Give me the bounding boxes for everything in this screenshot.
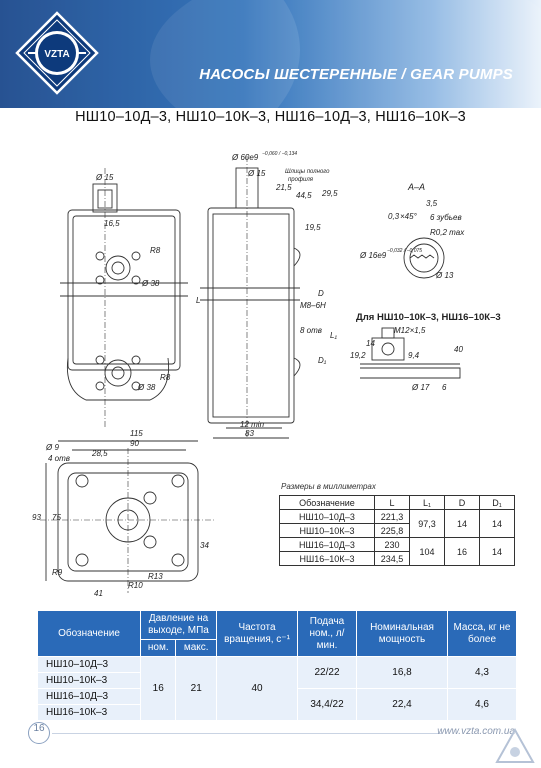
spec-flow: 22/22: [298, 657, 357, 689]
d1-label: D₁: [318, 356, 327, 365]
m8-label: М8–6Н: [300, 301, 326, 310]
r13-label: R13: [148, 572, 163, 581]
dim-35-label: 3,5: [426, 199, 438, 208]
r8-label: R8: [150, 246, 161, 255]
header-band: [0, 0, 541, 108]
dim-14-label: 14: [366, 339, 375, 348]
r9-label: R9: [52, 568, 63, 577]
dims-header: D: [445, 496, 480, 510]
spec-designation: НШ16–10Д–3: [38, 689, 141, 705]
dim-75-label: 75: [52, 513, 61, 522]
dim-83-label: 83: [245, 429, 254, 438]
dims-caption: Размеры в миллиметрах: [281, 482, 376, 491]
r02-label: R0,2 max: [430, 228, 465, 237]
dims-row: [280, 510, 515, 524]
d38-label-2: Ø 38: [138, 383, 156, 392]
spec-header-max: макс.: [176, 640, 217, 657]
front-view: [60, 168, 188, 428]
dim-195-label: 19,5: [305, 223, 321, 232]
dims-cell: НШ10–10Д–3: [280, 510, 375, 524]
models-title: НШ10–10Д–3, НШ10–10К–3, НШ16–10Д–3, НШ16–10К–3: [75, 109, 466, 125]
r8-label-2: R8: [160, 373, 171, 382]
r10-label: R10: [128, 581, 143, 590]
section-label: А–А: [408, 182, 426, 192]
spec-power: 22,4: [357, 689, 448, 721]
spec-speed: 40: [217, 657, 298, 721]
spec-header-mass: Масса, кг не более: [448, 611, 517, 657]
dims-cell: 14: [445, 510, 480, 538]
watermark-logo-icon: [495, 728, 535, 764]
dim-215-label: 21,5: [276, 183, 292, 192]
m12-label: М12×1,5: [394, 326, 426, 335]
dims-cell: НШ16–10К–3: [280, 552, 375, 566]
dim-115-label: 115: [130, 429, 143, 438]
dim-94-label: 9,4: [408, 351, 420, 360]
spec-designation: НШ10–10К–3: [38, 673, 141, 689]
dim-6-label: 6: [442, 383, 447, 392]
d-label: D: [318, 289, 324, 298]
vzta-logo: [14, 10, 100, 96]
dims-cell: 234,5: [375, 552, 410, 566]
spec-header-designation: Обозначение: [38, 611, 141, 657]
d15-label: Ø 15: [248, 169, 266, 178]
dims-header: L: [375, 496, 410, 510]
d15-top-label: Ø 15: [96, 173, 114, 182]
spec-header-power: Номинальная мощность: [357, 611, 448, 657]
spec-header-speed: Частота вращения, с⁻¹: [217, 611, 298, 657]
dim-34-label: 34: [200, 541, 209, 550]
shlitsy-label: Шлицы полного: [285, 169, 330, 175]
d60-label: Ø 60е9: [232, 153, 259, 162]
spec-pressure-max: 21: [176, 657, 217, 721]
dim-41-label: 41: [94, 589, 103, 598]
side-view: [200, 156, 300, 438]
variant-title: Для НШ10–10К–3, НШ16–10К–3: [356, 312, 501, 323]
spec-header-nominal: ном.: [141, 640, 176, 657]
d9-label: Ø 9: [46, 443, 59, 452]
d13-label: Ø 13: [436, 271, 454, 280]
dim-445-label: 44,5: [296, 191, 312, 200]
dimensions-table: [279, 495, 515, 566]
l1-label: L₁: [330, 331, 337, 340]
four-holes-label: 4 отв: [48, 454, 70, 463]
spec-flow: 34,4/22: [298, 689, 357, 721]
dim-40-label: 40: [454, 345, 463, 354]
dims-cell: 104: [410, 538, 445, 566]
page-number: 16: [28, 722, 50, 744]
logo-text: VZTA: [44, 49, 70, 60]
spec-designation: НШ16–10К–3: [38, 705, 141, 721]
dims-header: Обозначение: [280, 496, 375, 510]
flange-view: [40, 441, 215, 593]
dim-90-label: 90: [130, 439, 139, 448]
dim-192-label: 19,2: [350, 351, 366, 360]
twelve-min-label: 12 min: [240, 420, 265, 429]
dims-cell: 97,3: [410, 510, 445, 538]
d60-tol: −0,060 / −0,134: [262, 151, 298, 157]
chamfer-label: 0,3: [388, 212, 400, 221]
spec-mass: 4,3: [448, 657, 517, 689]
header-title: НАСОСЫ ШЕСТЕРЕННЫЕ / GEAR PUMPS: [199, 66, 513, 83]
chamfer-deg-label: ×45°: [400, 212, 417, 221]
spec-power: 16,8: [357, 657, 448, 689]
dims-cell: НШ10–10К–3: [280, 524, 375, 538]
spec-header-row: [38, 611, 517, 640]
dims-cell: 221,3: [375, 510, 410, 524]
dims-header: D₁: [480, 496, 515, 510]
dims-cell: 16: [445, 538, 480, 566]
d16-label: Ø 16е9: [360, 251, 387, 260]
dims-cell: 225,8: [375, 524, 410, 538]
d38-label: Ø 38: [142, 279, 160, 288]
site-url[interactable]: www.vzta.com.ua: [437, 726, 515, 737]
spec-designation: НШ10–10Д–3: [38, 657, 141, 673]
spec-header-pressure: Давление на выходе, МПа: [141, 611, 217, 640]
dims-cell: 14: [480, 538, 515, 566]
spec-pressure-nom: 16: [141, 657, 176, 721]
dims-cell: 230: [375, 538, 410, 552]
dim-285-label: 28,5: [92, 449, 108, 458]
d16-tol: −0,032 / −0,075: [387, 248, 423, 254]
dims-header-row: [280, 496, 515, 510]
dim-29-label: 29,5: [322, 189, 338, 198]
l-label: L: [196, 296, 201, 305]
dims-row: [280, 538, 515, 552]
d17-label: Ø 17: [412, 383, 430, 392]
spec-mass: 4,6: [448, 689, 517, 721]
dims-cell: 14: [480, 510, 515, 538]
dims-header: L₁: [410, 496, 445, 510]
spec-table: [37, 610, 517, 721]
dim-165-label: 16,5: [104, 219, 120, 228]
eight-deep-label: 8 отв: [300, 326, 322, 335]
dims-cell: НШ16–10Д–3: [280, 538, 375, 552]
spec-header-flow: Подача ном., л/мин.: [298, 611, 357, 657]
six-teeth-label: 6 зубьев: [430, 213, 462, 222]
dim-93-label: 93: [32, 513, 41, 522]
footer-divider: [52, 733, 441, 734]
spec-row: [38, 657, 517, 673]
profilya-label: профиля: [288, 177, 313, 183]
